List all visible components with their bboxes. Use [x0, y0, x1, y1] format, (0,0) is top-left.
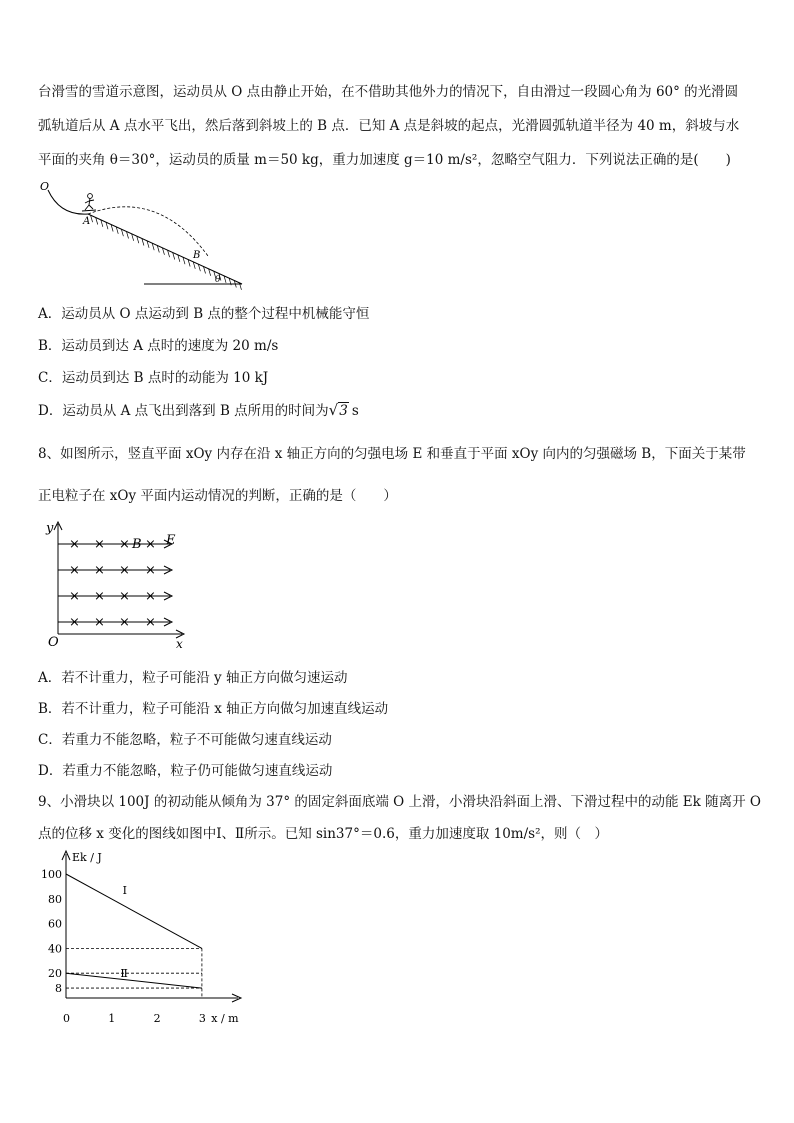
y-tick-label: 8	[55, 982, 62, 996]
label-O: O	[40, 180, 50, 193]
cross-icon: ×	[145, 563, 156, 578]
field-diagram	[42, 518, 192, 650]
magnetic-crosses	[69, 537, 156, 630]
arc-track	[48, 190, 88, 214]
cross-icon: ×	[145, 615, 156, 630]
x-axis-label: x / m	[211, 1012, 239, 1025]
cross-icon: ×	[69, 615, 80, 630]
y-tick-label: 40	[48, 942, 62, 956]
q9-text-line-2: 点的位移 x 变化的图线如图中Ⅰ、Ⅱ所示。已知 sin37°＝0.6，重力加速度取 10m/s²，则（ ）	[38, 826, 608, 842]
label-theta: θ	[215, 275, 221, 285]
x-tick-label: 3	[198, 1012, 206, 1025]
q7-option-d	[38, 399, 359, 419]
q8-option-b: B．若不计重力，粒子可能沿 x 轴正方向做匀加速直线运动	[38, 701, 389, 717]
y-tick-label: 60	[48, 917, 62, 931]
y-tick-label: 20	[48, 967, 62, 981]
label-A: A	[83, 216, 91, 227]
label-B-field: B	[132, 537, 142, 552]
trajectory	[88, 207, 208, 256]
label-y: y	[46, 521, 54, 536]
q8-text-line-1: 8、如图所示，竖直平面 xOy 内存在沿 x 轴正方向的匀强电场 E 和垂直于平面 xOy 向内的匀强磁场 B，下面关于某带	[38, 446, 746, 462]
q8-option-c: C．若重力不能忽略，粒子不可能做匀速直线运动	[38, 732, 332, 748]
cross-icon: ×	[94, 537, 105, 552]
q7-option-d-unit: s	[351, 403, 359, 419]
q7-text-line-2: 弧轨道后从 A 点水平飞出，然后落到斜坡上的 B 点．已知 A 点是斜坡的起点，光滑圆弧轨道半径为 40 m，斜坡与水	[38, 118, 740, 134]
q7-text-line-3: 平面的夹角 θ＝30°，运动员的质量 m＝50 kg，重力加速度 g＝10 m/s²，忽略空气阻力．下列说法正确的是( )	[38, 152, 731, 168]
q7-option-a: A．运动员从 O 点运动到 B 点的整个过程中机械能守恒	[38, 306, 370, 322]
series-label: Ⅰ	[122, 883, 127, 897]
q8-option-d: D．若重力不能忽略，粒子仍可能做匀速直线运动	[38, 763, 333, 779]
series-line	[66, 973, 202, 988]
cross-icon: ×	[119, 589, 130, 604]
x-tick-label: 2	[153, 1012, 161, 1025]
cross-icon: ×	[119, 563, 130, 578]
cross-icon: ×	[69, 563, 80, 578]
cross-icon: ×	[94, 563, 105, 578]
q7-option-d-text: D．运动员从 A 点飞出到落到 B 点所用的时间为	[38, 403, 329, 419]
cross-icon: ×	[119, 537, 130, 552]
q7-option-c: C．运动员到达 B 点时的动能为 10 kJ	[38, 370, 269, 386]
label-E-field: E	[166, 533, 176, 548]
cross-icon: ×	[69, 537, 80, 552]
q8-option-a: A．若不计重力，粒子可能沿 y 轴正方向做匀速运动	[38, 670, 348, 686]
q8-text-line-2: 正电粒子在 xOy 平面内运动情况的判断，正确的是（ ）	[38, 488, 397, 504]
q7-text-line-1: 台滑雪的雪道示意图，运动员从 O 点由静止开始，在不借助其他外力的情况下，自由滑过一段圆心角为 60° 的光滑圆	[38, 84, 739, 100]
x-tick-label: 0	[63, 1012, 70, 1025]
y-tick-label: 80	[48, 892, 62, 906]
cross-icon: ×	[94, 589, 105, 604]
cross-icon: ×	[69, 589, 80, 604]
cross-icon: ×	[119, 615, 130, 630]
q7-option-b: B．运动员到达 A 点时的速度为 20 m/s	[38, 338, 279, 354]
cross-icon: ×	[94, 615, 105, 630]
cross-icon: ×	[145, 589, 156, 604]
y-tick-label: 100	[41, 868, 62, 881]
field-lines	[58, 540, 172, 626]
ek-x-chart	[40, 846, 260, 1032]
label-O-origin: O	[48, 635, 59, 650]
sqrt-radicand: 3	[339, 403, 348, 419]
sqrt-symbol: √	[328, 401, 339, 419]
skier-icon	[82, 194, 96, 211]
ski-slope-diagram	[38, 178, 258, 288]
label-B: B	[193, 250, 201, 261]
y-axis-label: Ek / J	[72, 851, 102, 864]
q9-text-line-1: 9、小滑块以 100J 的初动能从倾角为 37° 的固定斜面底端 O 上滑，小滑块沿斜面上滑、下滑过程中的动能 Ek 随离开 O	[38, 794, 761, 810]
x-tick-label: 1	[108, 1012, 116, 1025]
series-line	[66, 874, 202, 948]
series-label: Ⅱ	[120, 966, 128, 980]
label-x: x	[176, 637, 183, 651]
cross-icon: ×	[145, 537, 156, 552]
